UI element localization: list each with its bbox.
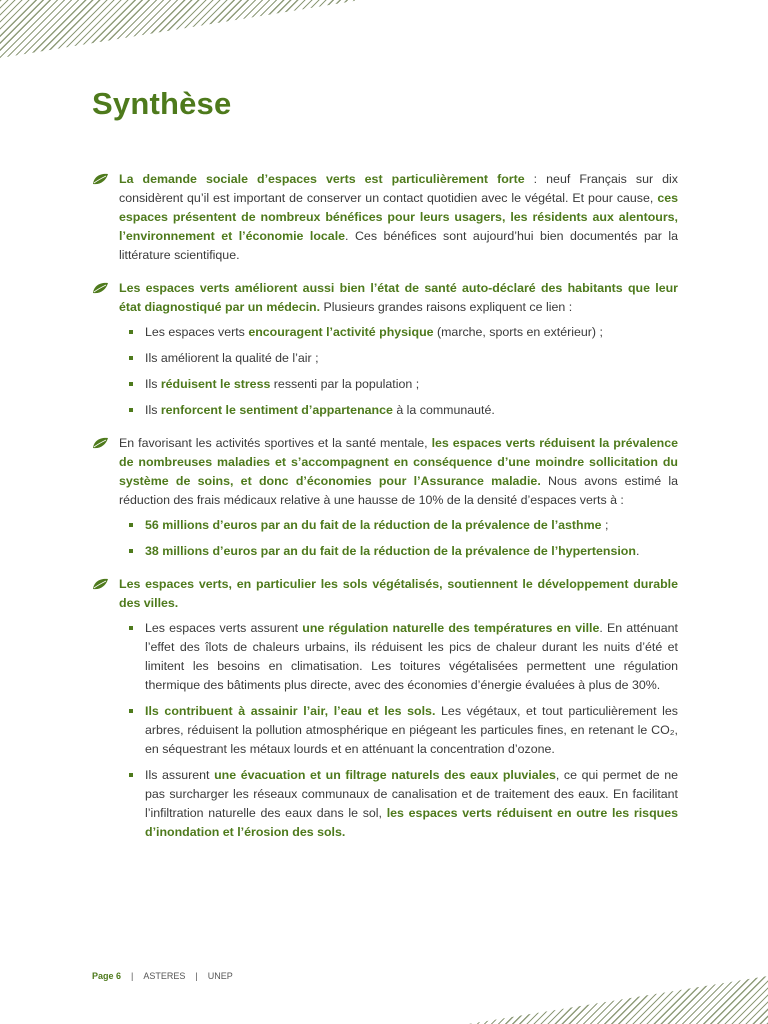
- highlighted-text: Ils contribuent à assainir l’air, l’eau et les sols.: [145, 704, 436, 718]
- bullet-list: [119, 516, 678, 561]
- square-bullet-icon: [129, 549, 133, 553]
- decorative-hatch-bottom: [468, 976, 768, 1024]
- page-footer: [92, 971, 233, 981]
- highlighted-text: La demande sociale d’espaces verts est particulièrement forte: [119, 172, 525, 186]
- highlighted-text: une régulation naturelle des températures en ville: [302, 621, 600, 635]
- square-bullet-icon: [129, 626, 133, 630]
- body-text: à la communauté.: [392, 403, 495, 417]
- footer-separator: |: [131, 971, 134, 981]
- page-title: Synthèse: [92, 86, 232, 121]
- bullet-item: [119, 323, 678, 342]
- section-paragraph: [119, 170, 678, 265]
- body-text: Nous avons estimé la réduction des frais médicaux relative à une hausse de 10% de la densité d’espaces verts à :: [119, 474, 679, 507]
- section-paragraph: [119, 434, 678, 510]
- synthesis-content: [92, 170, 678, 856]
- square-bullet-icon: [129, 773, 133, 777]
- section-paragraph: [119, 575, 678, 613]
- body-text: : neuf Français sur dix considèrent qu’il est important de conserver un contact quotidien avec le végétal. Et pour cause,: [119, 172, 678, 205]
- leaf-icon: [92, 281, 109, 293]
- square-bullet-icon: [129, 382, 133, 386]
- bullet-item: [119, 516, 678, 535]
- synthesis-section: [92, 575, 678, 842]
- body-text: Ils: [145, 403, 161, 417]
- body-text: Ils assurent: [145, 768, 215, 782]
- footer-org-unep: UNEP: [207, 971, 233, 981]
- section-paragraph: [119, 279, 678, 317]
- body-text: Les espaces verts: [145, 325, 249, 339]
- highlighted-text: les espaces verts réduisent en outre les risques d’inondation et l’érosion des sols.: [145, 806, 678, 839]
- highlighted-text: une évacuation et un filtrage naturels des eaux pluviales: [214, 768, 556, 782]
- bullet-item: [119, 766, 678, 842]
- body-text: , ce qui permet de ne pas surcharger les réseaux communaux de canalisation et de traitement des eaux. En facilitant l’infiltration naturelle des eaux dans le sol,: [145, 768, 678, 820]
- highlighted-text: 38 millions d’euros par an du fait de la réduction de la prévalence de l’hypertension: [145, 544, 636, 558]
- body-text: (marche, sports en extérieur) ;: [433, 325, 603, 339]
- body-text: . En atténuant l’effet des îlots de chaleurs urbains, ils réduisent les pics de chaleur durant les nuits d’été et limitent les besoins en climatisation. Les toitures végétalisées permettent une régulation thermique des bâtiments plus directe, avec des économies d’énergie évaluées à plus de 30%.: [145, 621, 678, 692]
- bullet-item: [119, 375, 678, 394]
- highlighted-text: Les espaces verts, en particulier les sols végétalisés, soutiennent le développement durable des villes.: [119, 577, 678, 610]
- highlighted-text: renforcent le sentiment d’appartenance: [160, 403, 393, 417]
- body-text: . Ces bénéfices sont aujourd’hui bien documentés par la littérature scientifique.: [119, 229, 678, 262]
- highlighted-text: encouragent l’activité physique: [248, 325, 434, 339]
- leaf-icon: [92, 436, 109, 448]
- square-bullet-icon: [129, 330, 133, 334]
- decorative-hatch-top: [0, 0, 360, 58]
- bullet-item: [119, 349, 678, 368]
- body-text: Les espaces verts assurent: [145, 621, 303, 635]
- square-bullet-icon: [129, 709, 133, 713]
- leaf-icon: [92, 577, 109, 589]
- footer-org-asteres: ASTERES: [143, 971, 186, 981]
- footer-separator: |: [195, 971, 198, 981]
- body-text: Ils: [145, 377, 161, 391]
- bullet-list: [119, 619, 678, 842]
- body-text: Les végétaux, et tout particulièrement les arbres, réduisent la pollution atmosphérique en piégeant les particules fines, en retenant le CO₂, en séquestrant les métaux lourds et en atténuant la concentration d’ozone.: [145, 704, 679, 756]
- leaf-icon: [92, 172, 109, 184]
- synthesis-section: [92, 434, 678, 561]
- synthesis-section: [92, 170, 678, 265]
- body-text: Plusieurs grandes raisons expliquent ce lien :: [320, 300, 573, 314]
- highlighted-text: réduisent le stress: [160, 377, 271, 391]
- highlighted-text: ces espaces présentent de nombreux bénéfices pour leurs usagers, les résidents aux alentours, l’environnement et l’économie locale: [119, 191, 678, 243]
- page-number: Page 6: [92, 971, 122, 981]
- square-bullet-icon: [129, 523, 133, 527]
- body-text: .: [635, 544, 640, 558]
- body-text: ressenti par la population ;: [270, 377, 420, 391]
- square-bullet-icon: [129, 408, 133, 412]
- body-text: Ils améliorent la qualité de l’air ;: [145, 351, 319, 365]
- highlighted-text: 56 millions d’euros par an du fait de la réduction de la prévalence de l’asthme: [145, 518, 602, 532]
- bullet-item: [119, 401, 678, 420]
- body-text: ;: [601, 518, 609, 532]
- square-bullet-icon: [129, 356, 133, 360]
- bullet-item: [119, 702, 678, 759]
- body-text: En favorisant les activités sportives et la santé mentale,: [119, 436, 432, 450]
- highlighted-text: les espaces verts réduisent la prévalence de nombreuses maladies et s’accompagnent en conséquence d’une moindre sollicitation du système de soins, et donc d’économies pour l’Assurance maladie.: [119, 436, 678, 488]
- synthesis-section: [92, 279, 678, 420]
- highlighted-text: Les espaces verts améliorent aussi bien l’état de santé auto-déclaré des habitants que leur état diagnostiqué par un médecin.: [119, 281, 678, 314]
- bullet-item: [119, 542, 678, 561]
- bullet-list: [119, 323, 678, 420]
- bullet-item: [119, 619, 678, 695]
